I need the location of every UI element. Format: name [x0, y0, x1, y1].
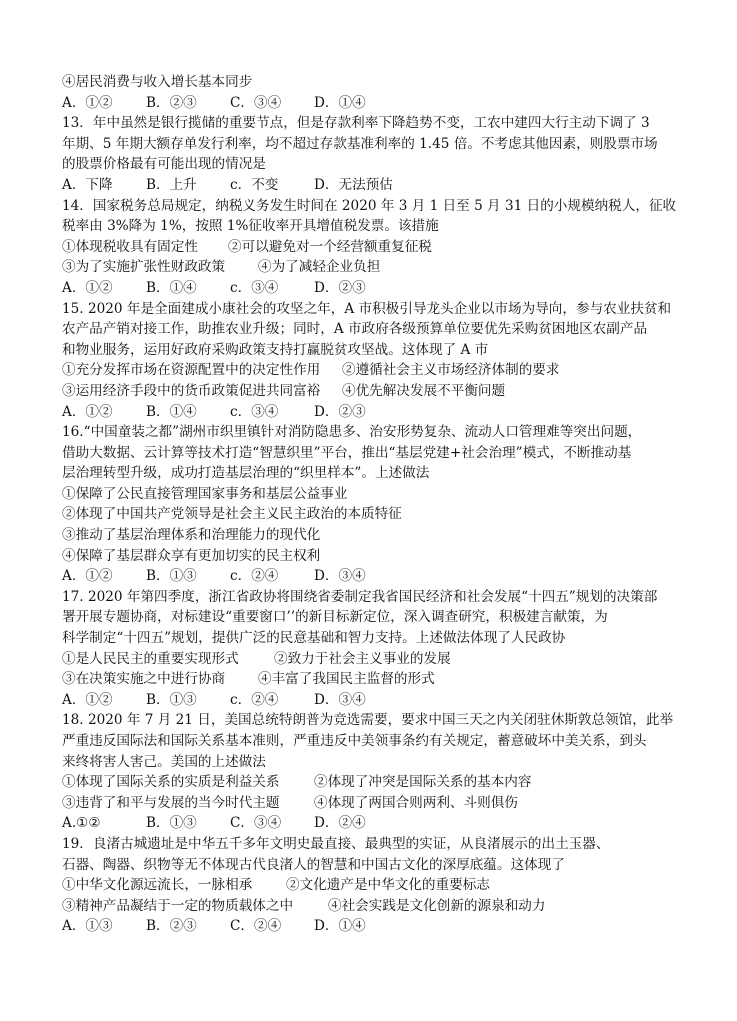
option-c: c．③④	[230, 403, 279, 420]
option-d: D．②③	[314, 279, 366, 296]
statement-right: ④社会实践是文化创新的源泉和动力	[328, 897, 546, 914]
text-line: ④居民消费与收入增长基本同步	[62, 74, 253, 90]
answer-options	[62, 813, 676, 834]
answer-options	[62, 690, 676, 711]
statement-right: ④优先解决发展不平衡问题	[342, 382, 506, 399]
text-line: 14．国家税务总局规定，纳税义务发生时间在 2020 年 3 月 1 日至 5 月 31 日的小规模纳税人，征收	[62, 197, 676, 214]
option-d: D．无法预估	[314, 176, 393, 193]
statement-right: ②致力于社会主义事业的发展	[274, 650, 451, 667]
statement-pair	[62, 381, 676, 402]
option-c: C．③④	[230, 94, 282, 111]
statement-pair	[62, 896, 676, 917]
answer-options	[62, 175, 676, 196]
text-line: 和物业服务，运用好政府采购政策支持打赢脱贫攻坚战。这体现了 A 市	[62, 341, 489, 358]
text-line: 16.“中国童装之都”湖州市织里镇针对消防隐患多、治安形势复杂、流动人口管理难等突出问题，	[62, 424, 642, 441]
answer-options	[62, 278, 676, 299]
answer-options	[62, 916, 676, 937]
statement-right: ②可以避免对一个经营额重复征税	[228, 238, 432, 255]
statement-right: ④为了减轻企业负担	[258, 259, 381, 276]
statement-left: ①中华文化源远流长，一脉相承	[62, 877, 253, 894]
option-b: B．上升	[146, 176, 197, 193]
statement-left: ①体现税收具有固定性	[62, 238, 198, 255]
text-line: 来终将害人害己。美国的上述做法	[62, 753, 266, 770]
option-b: B．②③	[146, 94, 197, 111]
text-line: 年期、5 年期大额存单发行利率，均不超过存款基准利率的 1.45 倍。不考虑其他因素，则股票市场	[62, 135, 658, 152]
statement-right: ②遵循社会主义市场经济体制的要求	[342, 362, 560, 379]
statement-pair	[62, 649, 676, 670]
text-line: 借助大数据、云计算等技术打造“智慧织里”平台，推出“基层党建+社会治理”模式，不断推动基	[62, 444, 632, 461]
text-line: 层治理转型升级，成功打造基层治理的“织里样本”。上述做法	[62, 465, 430, 482]
option-d: D．②④	[314, 815, 366, 832]
option-b: B．①④	[146, 279, 197, 296]
text-line: 科学制定“十四五”规划，提供广泛的民意基础和智力支持。上述做法体现了人民政协	[62, 630, 566, 647]
option-a: A．①②	[62, 94, 113, 111]
text-line: 的股票价格最有可能出现的情况是	[62, 156, 266, 173]
statement-pair	[62, 793, 676, 814]
statement-left: ①是人民民主的重要实现形式	[62, 650, 239, 667]
option-a: A.①②	[62, 815, 101, 832]
statement-pair	[62, 772, 676, 793]
statement-right: ②文化遗产是中华文化的重要标志	[286, 877, 490, 894]
text-line: 13．年中虽然是银行揽储的重要节点，但是存款利率下降趋势不变，工农中建四大行主动下调了 3	[62, 115, 650, 132]
text-line: 农产品产销对接工作，助推农业升级；同时，A 市政府各级预算单位要优先采购贫困地区农副产品	[62, 321, 648, 338]
option-c: c．③④	[230, 279, 279, 296]
statement-left: ③为了实施扩张性财政政策	[62, 259, 226, 276]
answer-options	[62, 93, 676, 114]
statement-right: ④丰富了我国民主监督的形式	[258, 671, 435, 688]
statement-left: ③运用经济手段中的货币政策促进共同富裕	[62, 382, 321, 399]
option-c: C．②④	[230, 918, 282, 935]
text-line: ③推动了基层治理体系和治理能力的现代化	[62, 527, 321, 544]
statement-pair	[62, 669, 676, 690]
option-c: C．③④	[230, 815, 282, 832]
option-d: D．③④	[314, 691, 366, 708]
option-c: c．②④	[230, 691, 279, 708]
statement-left: ③在决策实施之中进行协商	[62, 671, 226, 688]
statement-pair	[62, 257, 676, 278]
text-line: ①保障了公民直接管理国家事务和基层公益事业	[62, 485, 348, 502]
text-line: ②体现了中国共产党领导是社会主义民主政治的本质特征	[62, 506, 402, 523]
text-line: ④保障了基层群众享有更加切实的民主权利	[62, 547, 321, 564]
option-d: D．①④	[314, 94, 366, 111]
option-a: A．①②	[62, 403, 113, 420]
statement-left: ①充分发挥市场在资源配置中的决定性作用	[62, 362, 321, 379]
text-line: 严重违反国际法和国际关系基本准则，严重违反中美领事条约有关规定，蓄意破坏中美关系，到头	[62, 733, 647, 749]
option-a: A．①②	[62, 691, 113, 708]
text-line: 15. 2020 年是全面建成小康社会的攻坚之年，A 市积极引导龙头企业以市场为导向，参与农业扶贫和	[62, 300, 672, 317]
answer-options	[62, 402, 676, 423]
option-a: A．下降	[62, 176, 113, 193]
statement-left: ③违背了和平与发展的当今时代主题	[62, 794, 280, 811]
statement-pair	[62, 875, 676, 896]
text-line: 18. 2020 年 7 月 21 日，美国总统特朗普为竞选需要，要求中国三天之内关闭驻休斯敦总领馆，此举	[62, 712, 674, 729]
option-d: D．②③	[314, 403, 366, 420]
statement-left: ③精神产品凝结于一定的物质载体之中	[62, 897, 294, 914]
answer-options	[62, 566, 676, 587]
option-b: B．②③	[146, 918, 197, 935]
statement-left: ①体现了国际关系的实质是利益关系	[62, 774, 280, 791]
option-b: B．①③	[146, 568, 197, 585]
statement-right: ④体现了两国合则两利、斗则俱伤	[314, 794, 518, 811]
option-a: A．①③	[62, 918, 113, 935]
option-d: D．①④	[314, 918, 366, 935]
text-line: 石器、陶器、织物等无不体现古代良渚人的智慧和中国古文化的深厚底蕴。这体现了	[62, 856, 565, 873]
statement-pair	[62, 237, 676, 258]
option-a: A．①②	[62, 568, 113, 585]
option-a: A．①②	[62, 279, 113, 296]
text-line: 17. 2020 年第四季度，浙江省政协将围绕省委制定我省国民经济和社会发展“十四五”规划的决策部	[62, 588, 658, 605]
text-line: 署开展专题协商，对标建设“重要窗口’’的新目标新定位，深入调查研究，积极建言献策，为	[62, 609, 608, 626]
option-b: B．①③	[146, 691, 197, 708]
option-d: D．③④	[314, 568, 366, 585]
option-c: c．不变	[230, 176, 279, 193]
statement-pair	[62, 360, 676, 381]
option-b: B．①③	[146, 815, 197, 832]
option-b: B．①④	[146, 403, 197, 420]
text-line: 税率由 3%降为 1%，按照 1%征收率开具增值税发票。该措施	[62, 218, 439, 235]
exam-page	[62, 72, 676, 937]
option-c: c．②④	[230, 568, 279, 585]
statement-right: ②体现了冲突是国际关系的基本内容	[314, 774, 532, 791]
text-line: 19．良渚古城遗址是中华五千多年文明史最直接、最典型的实证，从良渚展示的出土玉器、	[62, 835, 610, 852]
